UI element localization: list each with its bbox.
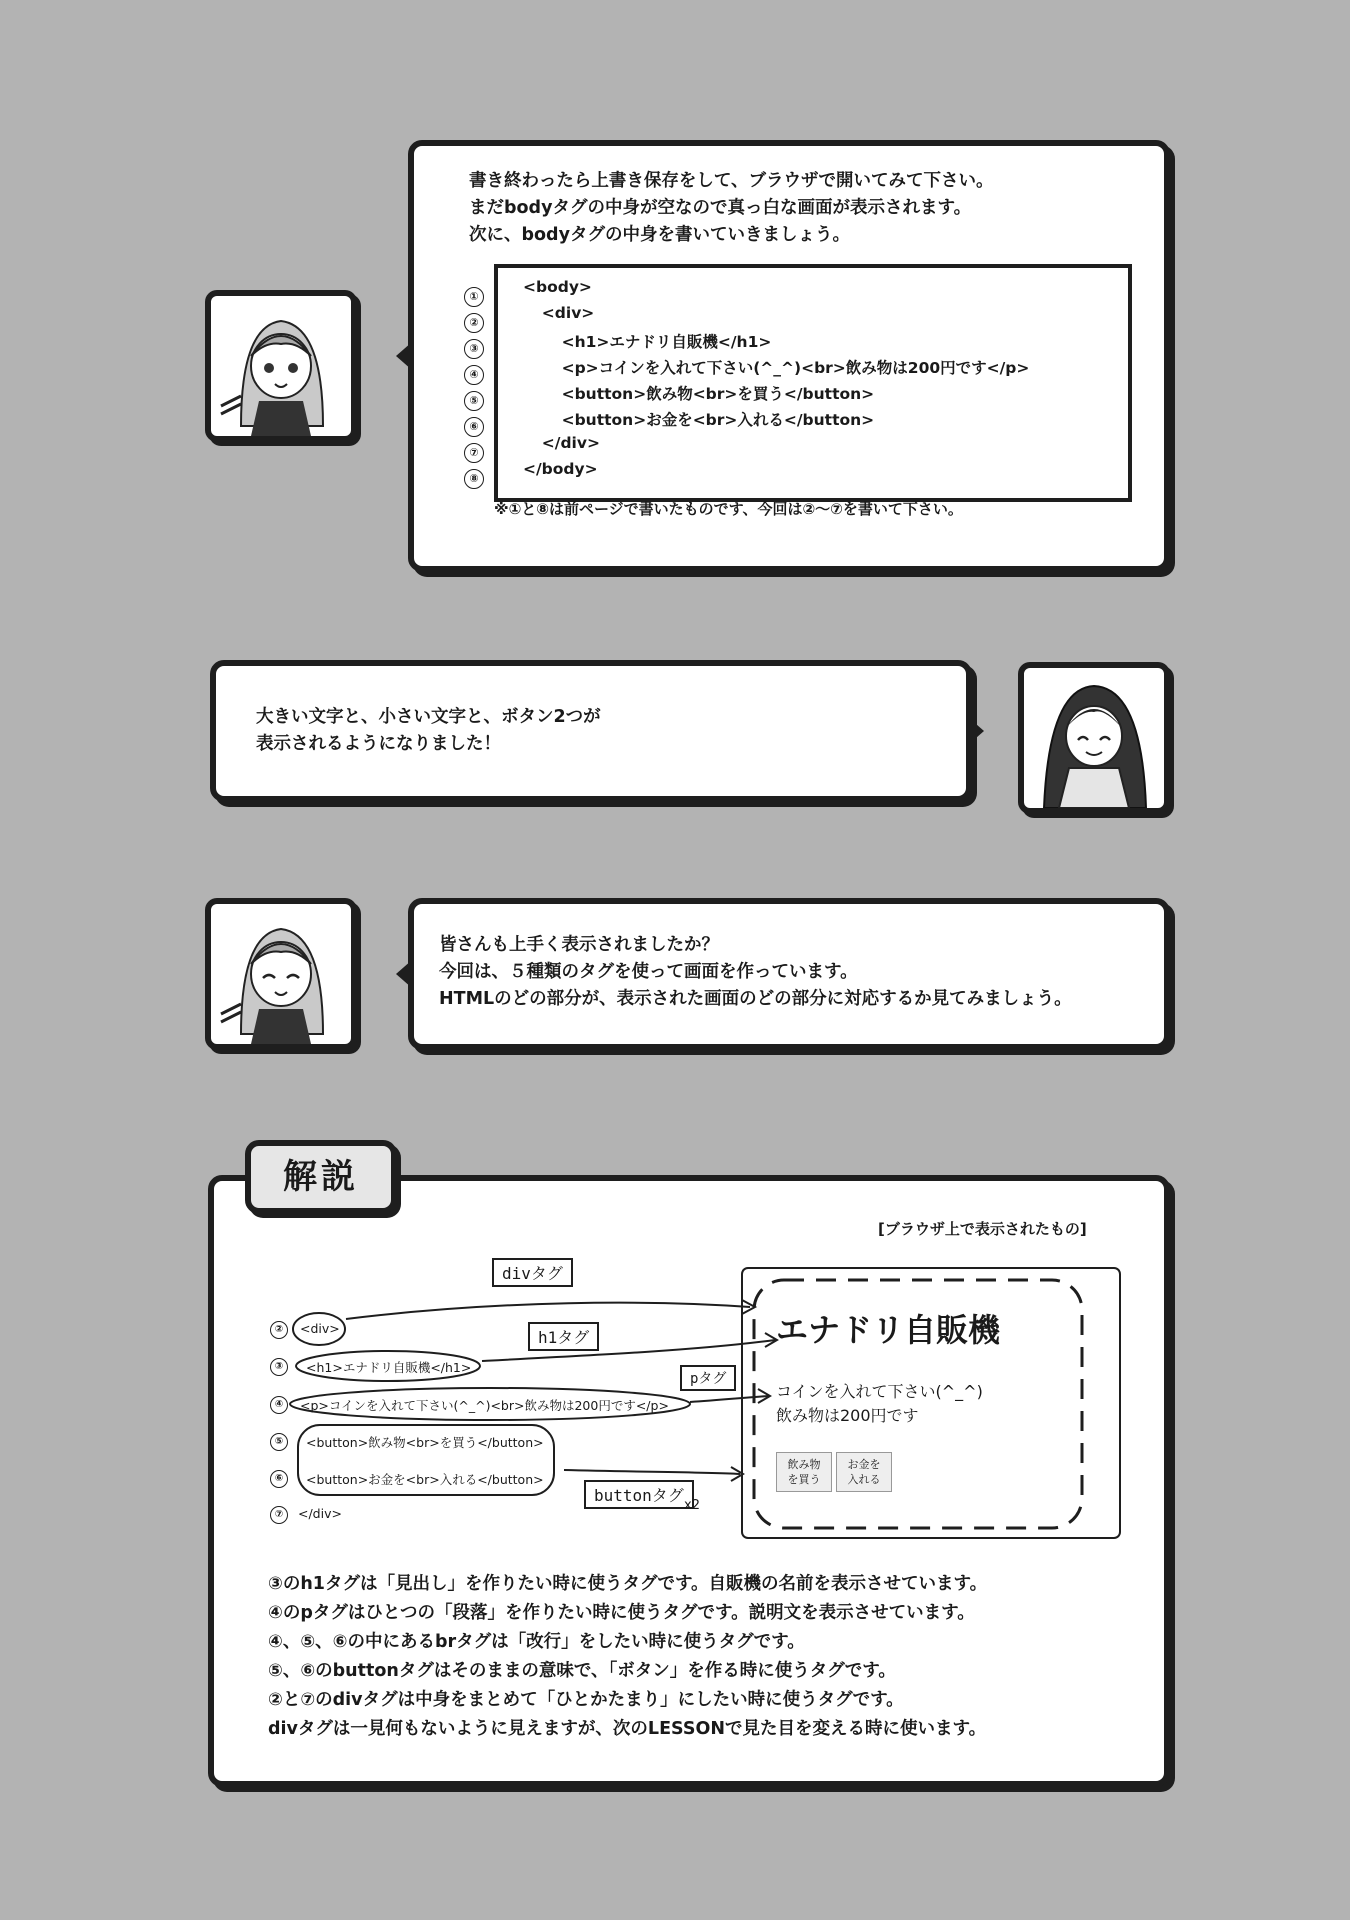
label-button-count: x2 [684, 1498, 700, 1513]
explanation-line-1: ③のh1タグは「見出し」を作りたい時に使うタグです。自販機の名前を表示させています。 [268, 1574, 988, 1594]
diagram-code-button2: <button>お金を<br>入れる</button> [306, 1472, 544, 1487]
bubble3-line-1: 皆さんも上手く表示されましたか？ [439, 935, 719, 955]
label-div-tag: divタグ [492, 1258, 573, 1287]
explanation-line-6: divタグは一見何もないように見えますが、次のLESSONで見た目を変える時に使います。 [268, 1719, 987, 1739]
diagram-number-2: ② [270, 1321, 288, 1339]
diagram-number-3: ③ [270, 1358, 288, 1376]
bubble1-line-1: 書き終わったら上書き保存をして、ブラウザで開いてみて下さい。 [469, 171, 994, 191]
code-line-number-3: ③ [464, 339, 484, 359]
label-button-tag: buttonタグ [584, 1480, 694, 1509]
diagram-code-button1: <button>飲み物<br>を買う</button> [306, 1435, 544, 1450]
preview-insert-line2: 入れる [847, 1473, 881, 1486]
explanation-title: 解説 [245, 1140, 397, 1214]
diagram-code-div: <div> [300, 1321, 340, 1336]
diagram-number-7: ⑦ [270, 1506, 288, 1524]
explanation-line-3: ④、⑤、⑥の中にあるbrタグは「改行」をしたい時に使うタグです。 [268, 1632, 805, 1652]
bubble1-line-2: まだbodyタグの中身が空なので真っ白な画面が表示されます。 [469, 198, 972, 218]
bubble1-line-3: 次に、bodyタグの中身を書いていきましょう。 [469, 225, 850, 245]
code-line-number-2: ② [464, 313, 484, 333]
preview-p-line1: コインを入れて下さい(^_^) [776, 1382, 983, 1401]
diagram-code-div-close: </div> [298, 1506, 342, 1521]
preview-buy-line1: 飲み物 [787, 1458, 821, 1471]
explanation-line-4: ⑤、⑥のbuttonタグはそのままの意味で、「ボタン」を作る時に使うタグです。 [268, 1661, 896, 1681]
code-line-number-6: ⑥ [464, 417, 484, 437]
diagram-number-4: ④ [270, 1396, 288, 1414]
bubble2-line-1: 大きい文字と、小さい文字と、ボタン2つが [256, 707, 601, 727]
explanation-line-2: ④のpタグはひとつの「段落」を作りたい時に使うタグです。説明文を表示させています。 [268, 1603, 975, 1623]
label-h1-tag: h1タグ [528, 1322, 599, 1351]
preview-buy-button[interactable] [776, 1452, 832, 1492]
bubble3-line-2: 今回は、５種類のタグを使って画面を作っています。 [439, 962, 858, 982]
code-line-3: <h1>エナドリ自販機</h1> [540, 333, 772, 351]
code-line-5: <button>飲み物<br>を買う</button> [540, 385, 875, 403]
diagram-code-p: <p>コインを入れて下さい(^_^)<br>飲み物は200円です</p> [300, 1398, 669, 1413]
preview-insert-line1: お金を [847, 1458, 881, 1471]
code-line-2: <div> [531, 304, 595, 322]
code-line-number-7: ⑦ [464, 443, 484, 463]
diagram-number-5: ⑤ [270, 1433, 288, 1451]
code-line-4: <p>コインを入れて下さい(^_^)<br>飲み物は200円です</p> [540, 359, 1030, 377]
code-line-6: <button>お金を<br>入れる</button> [540, 411, 875, 429]
preview-insert-money-button[interactable] [836, 1452, 892, 1492]
code-line-1: <body> [523, 278, 592, 296]
preview-h1: エナドリ自販機 [776, 1311, 1001, 1349]
preview-p-line2: 飲み物は200円です [776, 1406, 919, 1425]
code-note: ※①と⑧は前ページで書いたものです、今回は②〜⑦を書いて下さい。 [494, 500, 963, 518]
diagram-code-h1: <h1>エナドリ自販機</h1> [306, 1360, 472, 1375]
code-line-number-8: ⑧ [464, 469, 484, 489]
code-line-number-4: ④ [464, 365, 484, 385]
bubble2-line-2: 表示されるようになりました！ [256, 734, 501, 754]
preview-paragraph [776, 1380, 983, 1428]
code-line-7: </div> [531, 434, 600, 452]
bubble3-line-3: HTMLのどの部分が、表示された画面のどの部分に対応するか見てみましょう。 [439, 989, 1072, 1009]
label-p-tag: pタグ [680, 1365, 736, 1391]
explanation-line-5: ②と⑦のdivタグは中身をまとめて「ひとかたまり」にしたい時に使うタグです。 [268, 1690, 904, 1710]
browser-caption: [ブラウザ上で表示されたもの] [878, 1220, 1087, 1238]
code-line-number-1: ① [464, 287, 484, 307]
diagram-number-6: ⑥ [270, 1470, 288, 1488]
preview-buy-line2: を買う [787, 1473, 821, 1486]
code-line-8: </body> [523, 460, 598, 478]
code-line-number-5: ⑤ [464, 391, 484, 411]
